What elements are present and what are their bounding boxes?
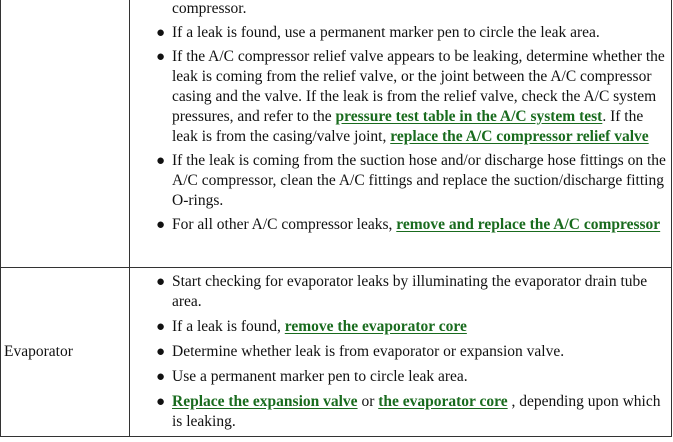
list-item [130, 47, 669, 147]
steps-cell [130, 0, 672, 268]
list-item [130, 215, 669, 235]
step-text: If a leak is found, use a permanent marker pen to circle the leak area. [172, 24, 600, 41]
step-text: or [357, 393, 379, 410]
table-row [1, 0, 672, 268]
replace-compressor-link[interactable]: remove and replace the A/C compressor [396, 216, 661, 233]
list-item [130, 151, 669, 211]
bullet-icon: ● [156, 217, 166, 233]
bullet-icon: ● [156, 394, 166, 410]
step-text: compressor. [172, 0, 247, 17]
list-item [130, 23, 669, 43]
replace-relief-valve-link[interactable]: replace the A/C compressor relief valve [390, 128, 649, 145]
bullet-icon: ● [156, 274, 166, 290]
bullet-icon: ● [156, 369, 166, 385]
list-item [130, 367, 669, 387]
step-text: Use a permanent marker pen to circle leak area. [172, 368, 468, 385]
bullet-icon: ● [156, 344, 166, 360]
step-text: Determine whether leak is from evaporator or expansion valve. [172, 343, 565, 360]
step-text: For all other A/C compressor leaks, [172, 216, 397, 233]
list-item [130, 272, 669, 312]
component-label [1, 0, 130, 268]
evaporator-core-link[interactable]: the evaporator core [378, 393, 508, 410]
step-text: Start checking for evaporator leaks by illuminating the evaporator drain tube area. [172, 273, 648, 310]
steps-list [130, 272, 669, 432]
bullet-icon: ● [156, 319, 166, 335]
bullet-icon: ● [156, 49, 166, 65]
component-label: Evaporator [1, 268, 130, 437]
step-text: , depending upon which is leaking. [172, 393, 661, 430]
list-item [130, 317, 669, 337]
bullet-icon: ● [156, 25, 166, 41]
list-item [130, 342, 669, 362]
step-text: If a leak is found, [172, 318, 285, 335]
list-item [130, 392, 669, 432]
steps-list [130, 0, 669, 235]
steps-cell [130, 268, 672, 437]
remove-evaporator-core-link[interactable]: remove the evaporator core [284, 318, 467, 335]
step-text: If the A/C compressor relief valve appears to be leaking, determine whether the leak is coming from the relief valve, or the joint between the A/C compressor casing and the valve. If the leak is from the relief valve, check the A/C system pressures, and refer to the [172, 48, 665, 125]
step-text: If the leak is coming from the suction hose and/or discharge hose fittings on the A/C compressor, clean the A/C fittings and replace the suction/discharge fitting O-rings. [172, 152, 666, 209]
pressure-test-table-link[interactable]: pressure test table in the A/C system test [335, 108, 603, 125]
list-item [130, 0, 669, 19]
replace-expansion-valve-link[interactable]: Replace the expansion valve [172, 393, 358, 410]
bullet-icon: ● [156, 153, 166, 169]
step-text: . If the leak is from the casing/valve joint, [172, 108, 644, 145]
table-row [1, 268, 672, 437]
